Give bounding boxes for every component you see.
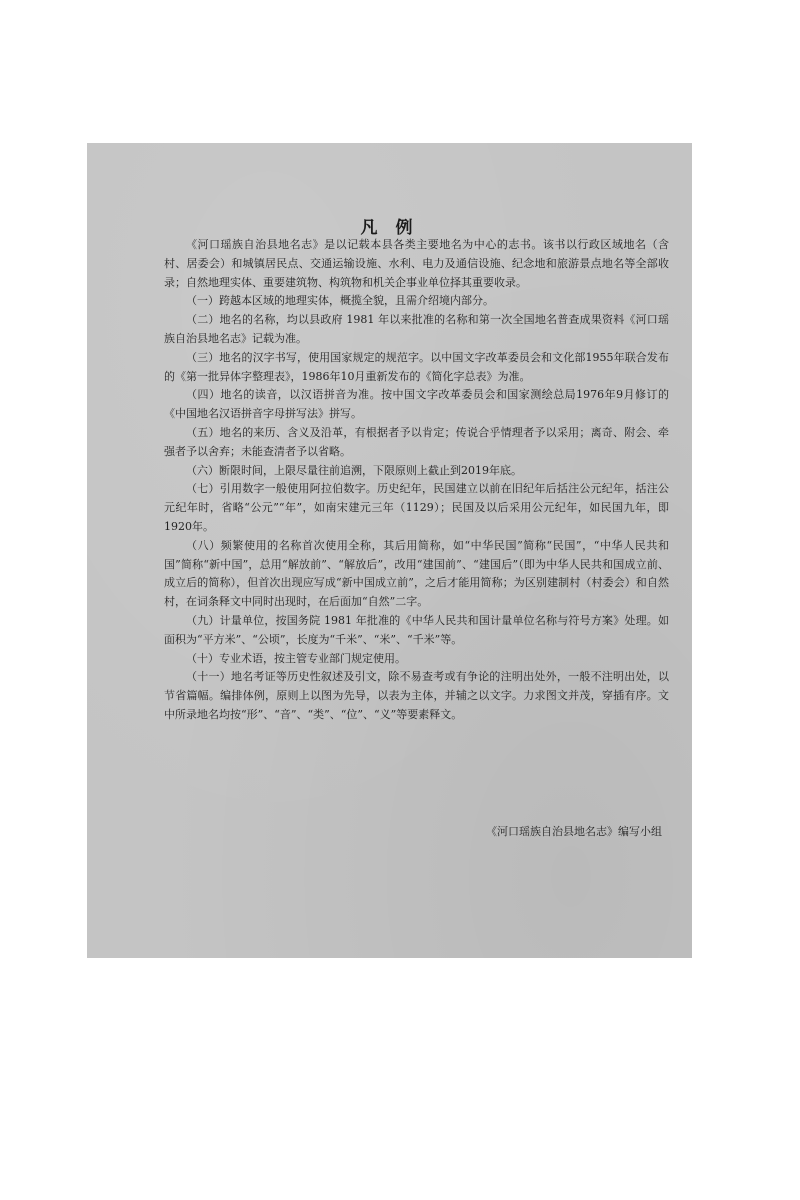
rule-8-paragraph: （八）频繁使用的名称首次使用全称，其后用简称，如“中华民国”简称“民国”，“中华人民共和国”简称“新中国”，总用“解放前”、“解放后”，改用“建国前”、“建国后”（即为中华人民共和国成立前、成立后的简称），但首次出现应写成“新中国成立前”，之后才能用简称；为区别建制村（村委会）和自然村，在词条释文中同时出现时，在后面加“自然”二字。 xyxy=(164,538,669,609)
rule-5-paragraph: （五）地名的来历、含义及沿革，有根据者予以肯定；传说合乎情理者予以采用；离奇、附会、牵强者予以舍弃；未能查清者予以省略。 xyxy=(164,425,669,458)
rule-7-paragraph: （七）引用数字一般使用阿拉伯数字。历史纪年，民国建立以前在旧纪年后括注公元纪年，括注公元纪年时，省略“公元”“年”，如南宋建元三年（1129）；民国及以后采用公元纪年，如民国九年，即1920年。 xyxy=(164,482,669,533)
signature: 《河口瑶族自治县地名志》编写小组 xyxy=(486,825,662,838)
rule-10-paragraph: （十）专业术语，按主管专业部门规定使用。 xyxy=(186,651,406,665)
rule-2-paragraph: （二）地名的名称，均以县政府 1981 年以来批准的名称和第一次全国地名普查成果资料《河口瑶族自治县地名志》记载为准。 xyxy=(164,313,669,345)
rule-4-paragraph: （四）地名的读音，以汉语拼音为准。按中国文字改革委员会和国家测绘总局1976年9月修订的《中国地名汉语拼音字母拼写法》拼写。 xyxy=(164,388,669,421)
rule-3-paragraph: （三）地名的汉字书写，使用国家规定的规范字。以中国文字改革委员会和文化部1955年联合发布的《第一批异体字整理表》，1986年10月重新发布的《简化字总表》为准。 xyxy=(164,350,669,383)
rule-6-paragraph: （六）断限时间，上限尽量往前追溯，下限原则上截止到2019年底。 xyxy=(186,463,522,477)
intro-paragraph: 《河口瑶族自治县地名志》是以记载本县各类主要地名为中心的志书。该书以行政区域地名（含村、居委会）和城镇居民点、交通运输设施、水利、电力及通信设施、纪念地和旅游景点地名等全部收录；自然地理实体、重要建筑物、构筑物和机关企事业单位择其重要收录。 xyxy=(164,238,669,289)
page-title: 凡 例 xyxy=(360,218,419,238)
body-text xyxy=(164,236,669,725)
rule-9-paragraph: （九）计量单位，按国务院 1981 年批准的《中华人民共和国计量单位名称与符号方案》处理。如面积为“平方米”、“公顷”，长度为“千米”、“米”、“千米”等。 xyxy=(164,613,669,646)
scanned-page xyxy=(87,143,692,958)
rule-1-paragraph: （一）跨越本区域的地理实体，概揽全貌，且需介绍境内部分。 xyxy=(186,294,494,308)
rule-11-paragraph: （十一）地名考证等历史性叙述及引文，除不易查考或有争论的注明出处外，一般不注明出处，以节省篇幅。编排体例，原则上以图为先导，以表为主体，并辅之以文字。力求图文并茂，穿插有序。文中所录地名均按“形”、“音”、“类”、“位”、“义”等要素释文。 xyxy=(164,670,669,721)
